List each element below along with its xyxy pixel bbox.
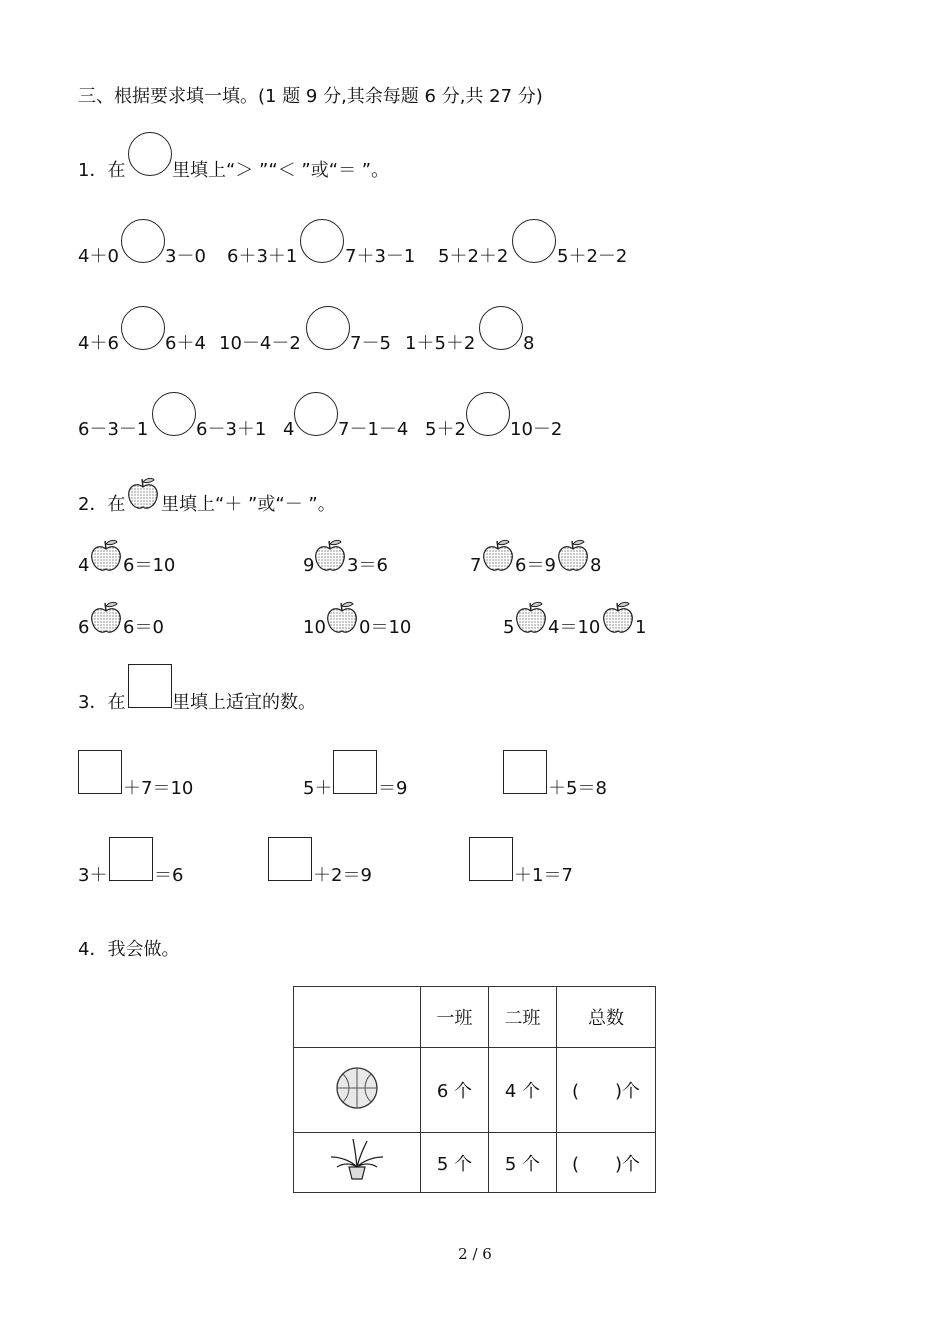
q1-r2-right-1: 6＋4 xyxy=(165,333,206,354)
q1-r1-blank-2[interactable] xyxy=(300,219,344,263)
q3-sample-box xyxy=(128,664,172,708)
row-total-blank[interactable]: ( )个 xyxy=(557,1133,656,1193)
q3-blank-box[interactable] xyxy=(503,750,547,794)
apple-icon xyxy=(125,476,161,512)
q2-f-left: 5 xyxy=(503,617,515,638)
row-item-cell xyxy=(294,1048,421,1133)
header-class-2: 二班 xyxy=(489,987,557,1048)
q1-r2-left-2: 10－4－2 xyxy=(219,333,301,354)
apple-blank[interactable] xyxy=(88,538,124,574)
q2-d-right: 6＝0 xyxy=(123,617,164,638)
q1-r3-right-3: 10－2 xyxy=(510,419,563,440)
q1-r2-left-3: 1＋5＋2 xyxy=(405,333,476,354)
apple-blank[interactable] xyxy=(324,600,360,636)
basketball-icon xyxy=(335,1066,379,1110)
potted-plant-icon xyxy=(329,1137,385,1183)
q1-r1-right-1: 3－0 xyxy=(165,246,206,267)
q2-e-right: 0＝10 xyxy=(359,617,412,638)
row-class-1-count: 6 个 xyxy=(421,1048,489,1133)
q2-b-right: 3＝6 xyxy=(347,555,388,576)
q1-r3-left-2: 4 xyxy=(283,419,295,440)
q1-r2-right-2: 7－5 xyxy=(350,333,391,354)
q3-c-right: ＋5＝8 xyxy=(548,778,607,799)
apple-blank[interactable] xyxy=(513,600,549,636)
q1-r1-right-3: 5＋2－2 xyxy=(557,246,628,267)
q3-b-left: 5＋ xyxy=(303,778,333,799)
q2-b-left: 9 xyxy=(303,555,315,576)
row-item-cell xyxy=(294,1133,421,1193)
q3-blank-box[interactable] xyxy=(268,837,312,881)
row-class-2-count: 5 个 xyxy=(489,1133,557,1193)
q1-r3-left-3: 5＋2 xyxy=(425,419,466,440)
q3-a-right: ＋7＝10 xyxy=(123,778,194,799)
apple-blank[interactable] xyxy=(600,600,636,636)
q1-r1-left-2: 6＋3＋1 xyxy=(227,246,298,267)
apple-blank[interactable] xyxy=(88,600,124,636)
page-number: 2 / 6 xyxy=(458,1245,492,1263)
section-title: 三、根据要求填一填。(1 题 9 分,其余每题 6 分,共 27 分) xyxy=(78,86,543,107)
q3-number: 3．在 xyxy=(78,692,126,713)
q1-sample-circle xyxy=(128,132,172,176)
q1-r3-blank-2[interactable] xyxy=(294,392,338,436)
table-header-row xyxy=(294,987,656,1048)
q2-c-left: 7 xyxy=(470,555,482,576)
q1-r1-blank-3[interactable] xyxy=(512,219,556,263)
header-total: 总数 xyxy=(557,987,656,1048)
q3-d-right: ＝6 xyxy=(154,865,184,886)
q3-e-right: ＋2＝9 xyxy=(313,865,372,886)
q3-d-left: 3＋ xyxy=(78,865,108,886)
q1-r1-left-3: 5＋2＋2 xyxy=(438,246,509,267)
q1-number: 1．在 xyxy=(78,160,126,181)
q1-r1-right-2: 7＋3－1 xyxy=(345,246,416,267)
q3-blank-box[interactable] xyxy=(469,837,513,881)
q1-r3-blank-3[interactable] xyxy=(466,392,510,436)
apple-blank[interactable] xyxy=(555,538,591,574)
q2-f-mid: 4＝10 xyxy=(548,617,601,638)
q2-a-right: 6＝10 xyxy=(123,555,176,576)
q3-f-right: ＋1＝7 xyxy=(514,865,573,886)
q1-r2-left-1: 4＋6 xyxy=(78,333,119,354)
class-count-table xyxy=(293,986,656,1193)
q2-a-left: 4 xyxy=(78,555,90,576)
q3-blank-box[interactable] xyxy=(333,750,377,794)
q2-c-right: 8 xyxy=(590,555,602,576)
header-class-1: 一班 xyxy=(421,987,489,1048)
q3-blank-box[interactable] xyxy=(109,837,153,881)
table-row xyxy=(294,1048,656,1133)
apple-blank[interactable] xyxy=(480,538,516,574)
q2-e-left: 10 xyxy=(303,617,326,638)
q1-r2-right-3: 8 xyxy=(523,333,535,354)
q1-r3-blank-1[interactable] xyxy=(152,392,196,436)
q3-instruction: 里填上适宜的数。 xyxy=(172,692,316,713)
q1-r3-left-1: 6－3－1 xyxy=(78,419,149,440)
q2-d-left: 6 xyxy=(78,617,90,638)
q2-instruction: 里填上“＋ ”或“－ ”。 xyxy=(161,494,336,515)
header-blank-cell xyxy=(294,987,421,1048)
table-row xyxy=(294,1133,656,1193)
q1-instruction: 里填上“＞ ”“＜ ”或“＝ ”。 xyxy=(172,160,390,181)
row-total-blank[interactable]: ( )个 xyxy=(557,1048,656,1133)
apple-blank[interactable] xyxy=(312,538,348,574)
row-class-2-count: 4 个 xyxy=(489,1048,557,1133)
q3-b-right: ＝9 xyxy=(378,778,408,799)
q4-title: 4．我会做。 xyxy=(78,939,180,960)
q1-r1-left-1: 4＋0 xyxy=(78,246,119,267)
q1-r2-blank-2[interactable] xyxy=(306,306,350,350)
q3-blank-box[interactable] xyxy=(78,750,122,794)
q1-r3-right-2: 7－1－4 xyxy=(338,419,409,440)
q2-number: 2．在 xyxy=(78,494,126,515)
q2-c-mid: 6＝9 xyxy=(515,555,556,576)
q1-r3-right-1: 6－3＋1 xyxy=(196,419,267,440)
row-class-1-count: 5 个 xyxy=(421,1133,489,1193)
q2-f-right: 1 xyxy=(635,617,647,638)
q1-r1-blank-1[interactable] xyxy=(121,219,165,263)
q1-r2-blank-1[interactable] xyxy=(121,306,165,350)
q1-r2-blank-3[interactable] xyxy=(479,306,523,350)
